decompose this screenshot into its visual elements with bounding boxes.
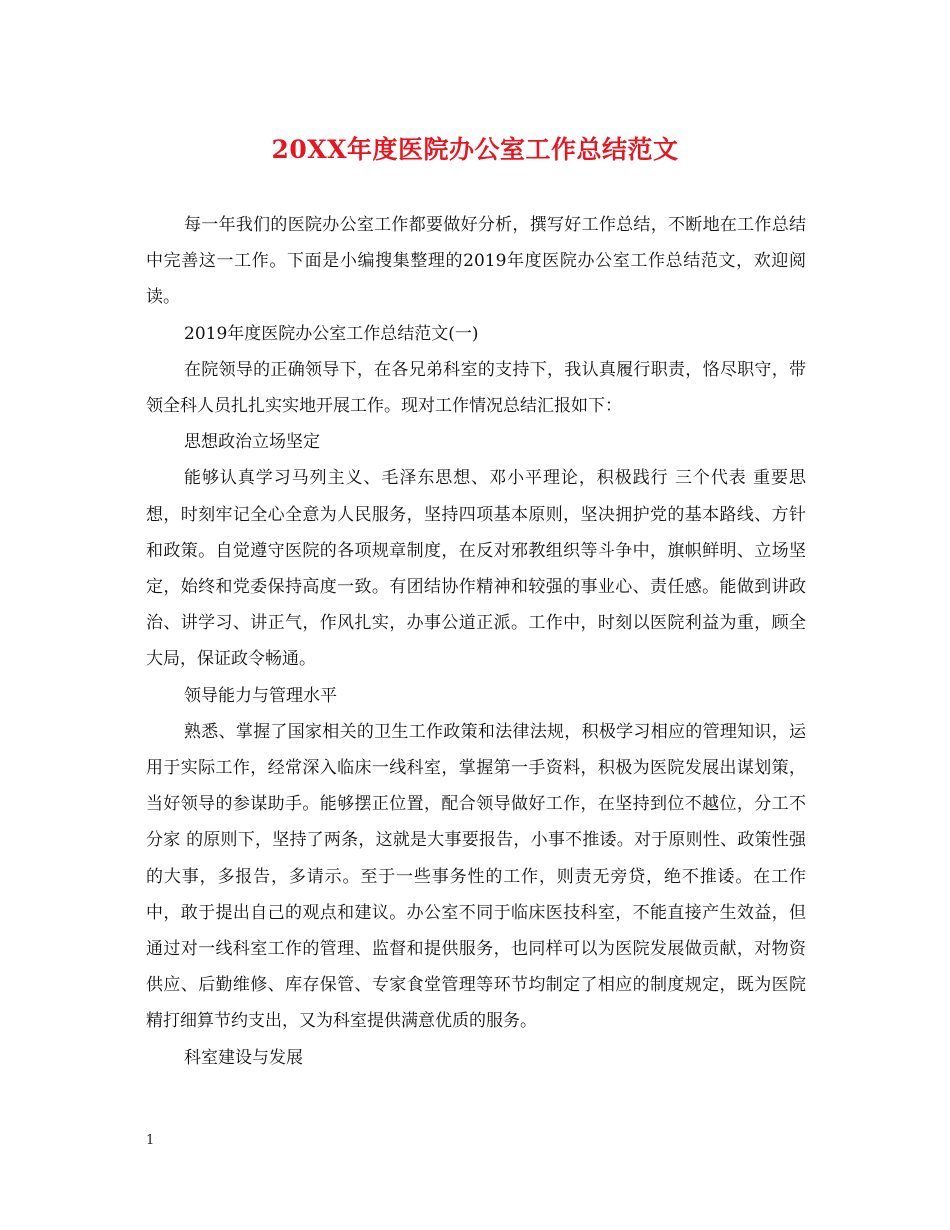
intro-paragraph: 每一年我们的医院办公室工作都要做好分析，撰写好工作总结，不断地在工作总结中完善这一工作。下面是小编搜集整理的2019年度医院办公室工作总结范文，欢迎阅读。 [146, 215, 806, 308]
document-title: 20XX年度医院办公室工作总结范文 [271, 135, 679, 164]
section-subtitle: 2019年度医院办公室工作总结范文(一) [184, 323, 479, 344]
document-body [146, 207, 806, 1076]
heading-leadership: 领导能力与管理水平 [184, 685, 337, 706]
political-stance-paragraph: 能够认真学习马列主义、毛泽东思想、邓小平理论，积极践行 三个代表 重要思想，时刻牢记全心全意为人民服务，坚持四项基本原则，坚决拥护党的基本路线、方针和政策。自觉遵守医院的各项规章制度，在反对邪教组织等斗争中，旗帜鲜明、立场坚定，始终和党委保持高度一致。有团结协作精神和较强的事业心、责任感。能做到讲政治、讲学习、讲正气，作风扎实，办事公道正派。工作中，时刻以医院利益为重，顾全大局，保证政令畅通。 [146, 468, 806, 670]
opening-paragraph: 在院领导的正确领导下，在各兄弟科室的支持下，我认真履行职责，恪尽职守，带领全科人员扎扎实实地开展工作。现对工作情况总结汇报如下： [146, 359, 806, 417]
page-number: 1 [146, 1133, 155, 1148]
heading-political-stance: 思想政治立场坚定 [184, 432, 320, 453]
heading-department-building: 科室建设与发展 [184, 1047, 303, 1068]
leadership-paragraph: 熟悉、掌握了国家相关的卫生工作政策和法律法规，积极学习相应的管理知识，运用于实际工作，经常深入临床一线科室，掌握第一手资料，积极为医院发展出谋划策，当好领导的参谋助手。能够摆正位置，配合领导做好工作，在坚持到位不越位，分工不分家 的原则下，坚持了两条，这就是大事要报告，小事不推诿。对于原则性、政策性强的大事，多报告，多请示。至于一些事务性的工作，则责无旁贷，绝不推诿。在工作中，敢于提出自己的观点和建议。办公室不同于临床医技科室，不能直接产生效益，但通过对一线科室工作的管理、监督和提供服务，也同样可以为医院发展做贡献，对物资供应、后勤维修、库存保管、专家食堂管理等环节均制定了相应的制度规定，既为医院精打细算节约支出，又为科室提供满意优质的服务。 [146, 721, 806, 1032]
